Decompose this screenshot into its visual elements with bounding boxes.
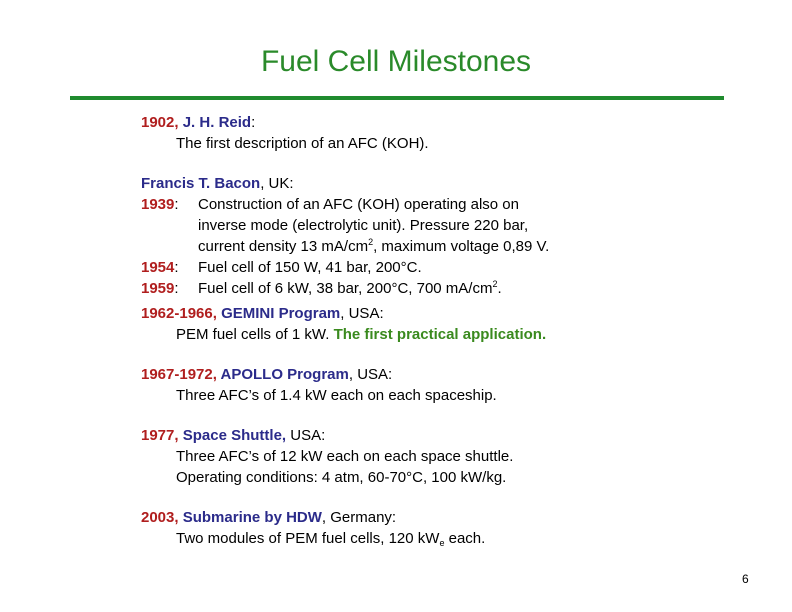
milestone-year: 1962-1966 [141,305,213,322]
bacon-entry-1939-line3: current density 13 $mA/cm^2$, maximum voltage 0,89 V. [198,237,550,255]
milestone-name: J. H. Reid [182,114,252,131]
slide-title: Fuel Cell Milestones [260,45,532,78]
milestone-year: 1939 [141,196,175,213]
milestone-description: Operating conditions: 4 atm, 60-70°C, 100 kW/kg. [176,469,507,486]
milestone-heading-apollo: 1967-1972, APOLLO Program, USA: [141,366,393,383]
bacon-entry-1954: 1954: Fuel cell of 150 W, 41 bar, 200°C. [141,259,422,276]
milestone-description: The first description of an AFC (KOH). [176,135,429,152]
milestone-name: GEMINI Program [221,305,341,322]
milestone-heading-reid: 1902, J. H. Reid: [141,114,256,131]
highlight-text: The first practical application [333,326,542,343]
bacon-entry-1959: 1959: Fuel cell of 6 kW, 38 bar, 200°C, 700 $mA/cm^2$. [141,279,502,297]
milestone-year: 1967-1972 [141,366,213,383]
milestone-name: Space Shuttle [182,427,282,444]
milestone-description: Three AFC’s of 12 kW each on each space shuttle. [176,448,514,465]
milestone-description: PEM fuel cells of 1 kW. The first practical application. [176,326,547,343]
milestone-name: Submarine by HDW [182,509,322,526]
milestone-year: 1954 [141,259,175,276]
bacon-entry-1939-line2: inverse mode (electrolytic unit). Pressure 220 bar, [198,217,529,234]
milestone-heading-shuttle: 1977, Space Shuttle, USA: [141,427,326,444]
title-divider [70,96,724,100]
milestone-list [141,112,751,549]
milestone-year: 1977 [141,427,175,444]
milestone-name: APOLLO Program [220,366,349,383]
milestone-year: 1959 [141,280,175,297]
bacon-entry-1939: 1939: Construction of an AFC (KOH) operating also on [141,196,519,213]
milestone-heading-bacon: Francis T. Bacon, UK: [141,175,294,192]
page-number: 6 [742,572,749,586]
milestone-name: Francis T. Bacon [141,175,261,192]
milestone-year: 2003 [141,509,175,526]
milestone-description: Two modules of PEM fuel cells, 120 $kW_e$ each. [176,530,486,548]
milestone-description: Three AFC’s of 1.4 kW each on each spaceship. [176,387,497,404]
milestone-year: 1902 [141,114,175,131]
milestone-heading-gemini: 1962-1966, GEMINI Program, USA: [141,305,384,322]
milestone-heading-submarine: 2003, Submarine by HDW, Germany: [141,509,397,526]
